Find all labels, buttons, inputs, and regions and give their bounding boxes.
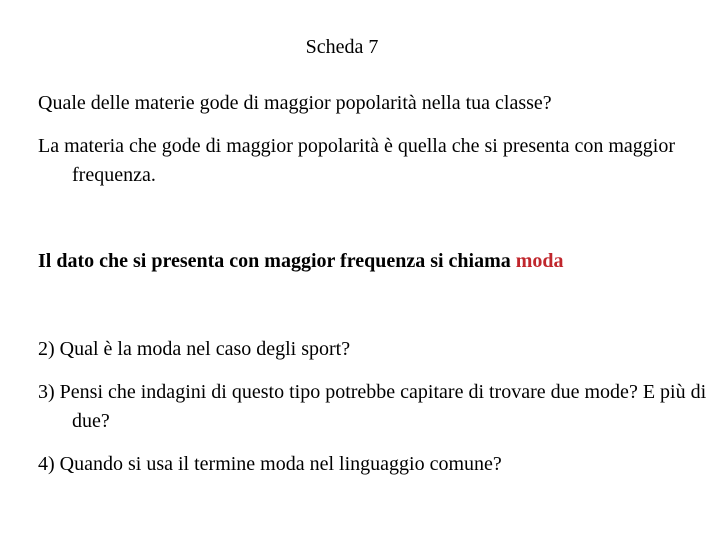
definition-text: La materia che gode di maggior popolarità è quella che si presenta con maggior frequenza. (38, 135, 675, 186)
question-2: 2) Qual è la moda nel caso degli sport? (38, 338, 351, 360)
main-question: Quale delle materie gode di maggior popolarità nella tua classe? (38, 92, 552, 114)
question-3: 3) Pensi che indagini di questo tipo potrebbe capitare di trovare due mode? E più di due? (38, 381, 707, 432)
moda-keyword: moda (515, 250, 564, 272)
moda-definition (38, 247, 698, 276)
slide-title: Scheda 7 (305, 36, 379, 58)
moda-definition-text: Il dato che si presenta con maggior frequenza si chiama (38, 250, 511, 272)
question-4: 4) Quando si usa il termine moda nel linguaggio comune? (38, 453, 502, 475)
